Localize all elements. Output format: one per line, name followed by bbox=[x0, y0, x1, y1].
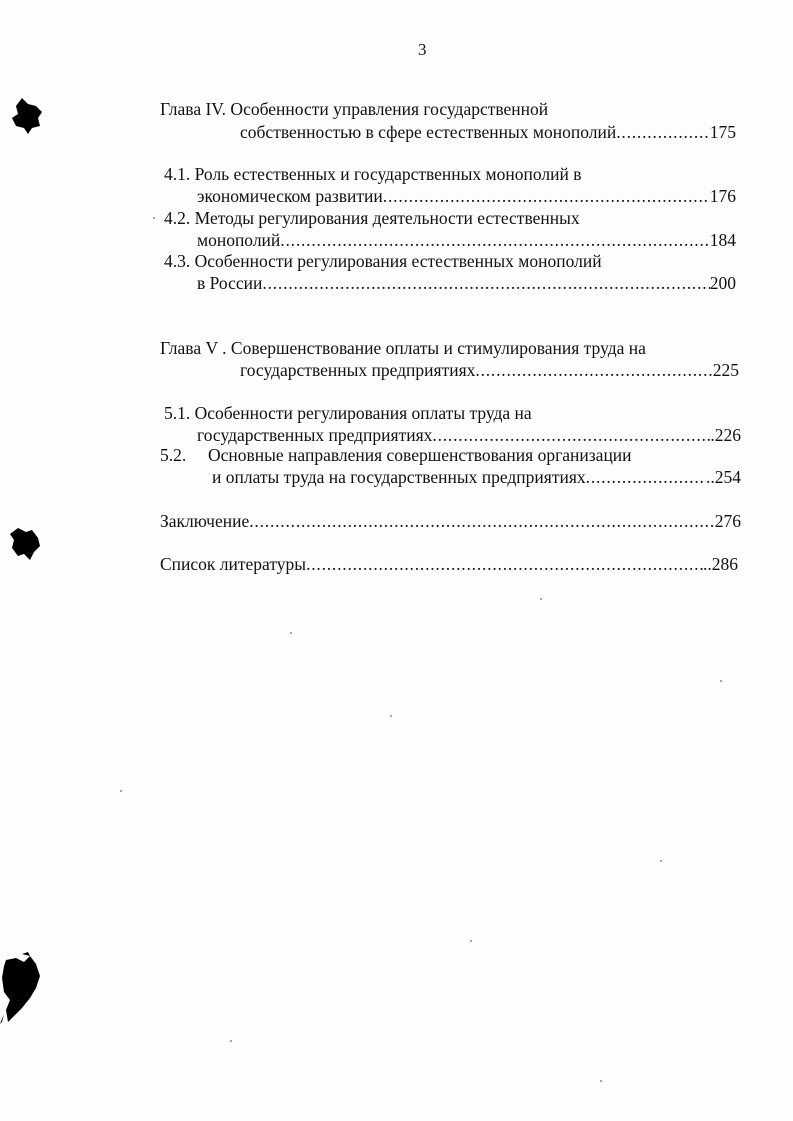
section-5-2-entry bbox=[212, 466, 741, 488]
section-4-1-entry bbox=[197, 185, 736, 207]
dot-leader bbox=[306, 553, 703, 575]
dot-leader bbox=[280, 229, 709, 251]
scan-speck bbox=[153, 217, 155, 219]
chapter-5-subtitle: государственных предприятиях bbox=[240, 360, 476, 380]
dot-leader bbox=[616, 121, 710, 143]
page-number: 3 bbox=[418, 40, 427, 59]
section-4-3-page: 200 bbox=[709, 273, 736, 293]
section-5-2-number: 5.2. bbox=[160, 445, 187, 465]
chapter-5-title: Глава V . Совершенствование оплаты и стимулирования труда на bbox=[160, 338, 646, 358]
chapter-4-title: Глава IV. Особенности управления государственной bbox=[160, 99, 549, 119]
section-4-2-page: 184 bbox=[709, 230, 736, 250]
scan-speck bbox=[540, 598, 542, 600]
section-5-2-subtitle: и оплаты труда на государственных предприятиях bbox=[212, 467, 586, 487]
section-5-1-entry bbox=[197, 424, 741, 446]
conclusion-label: Заключение bbox=[160, 511, 250, 531]
section-4-3-title: 4.3. Особенности регулирования естественных монополий bbox=[164, 251, 602, 271]
chapter-5-entry bbox=[240, 359, 739, 381]
scan-speck bbox=[120, 790, 122, 792]
section-4-1-page: 176 bbox=[709, 186, 736, 206]
references-page: ..286 bbox=[703, 554, 738, 574]
dot-leader bbox=[475, 359, 712, 381]
section-5-1-page: .226 bbox=[710, 425, 741, 445]
section-4-2-subtitle: монополий bbox=[197, 230, 281, 250]
chapter-4-subtitle: собственностью в сфере естественных монополий bbox=[240, 122, 617, 142]
scan-blot-middle bbox=[8, 526, 42, 562]
dot-leader bbox=[586, 466, 706, 488]
references-entry bbox=[160, 553, 738, 575]
scan-speck bbox=[290, 632, 292, 634]
dot-leader bbox=[249, 510, 715, 532]
conclusion-entry bbox=[160, 510, 741, 532]
section-4-1-title: 4.1. Роль естественных и государственных монополий в bbox=[164, 164, 582, 184]
scan-speck bbox=[230, 1040, 232, 1042]
chapter-5-page: 225 bbox=[712, 360, 739, 380]
scan-blot-top bbox=[10, 96, 44, 136]
section-4-3-subtitle: в России bbox=[197, 273, 263, 293]
dot-leader bbox=[432, 424, 710, 446]
section-4-1-subtitle: экономическом развитии bbox=[197, 186, 383, 206]
scan-speck bbox=[600, 1080, 602, 1082]
chapter-4-entry bbox=[240, 121, 736, 143]
conclusion-page: 276 bbox=[714, 511, 741, 531]
scan-blot-bottom bbox=[0, 952, 44, 1026]
chapter-4-page: 175 bbox=[709, 122, 736, 142]
section-5-2-title: Основные направления совершенствования организации bbox=[208, 445, 632, 465]
section-4-3-entry bbox=[197, 272, 736, 294]
scan-speck bbox=[470, 940, 472, 942]
section-5-2-page: ..254 bbox=[706, 467, 741, 487]
dot-leader bbox=[383, 185, 710, 207]
scan-speck bbox=[660, 860, 662, 862]
references-label: Список литературы bbox=[160, 554, 307, 574]
section-5-1-subtitle: государственных предприятиях bbox=[197, 425, 433, 445]
section-4-2-title: 4.2. Методы регулирования деятельности естественных bbox=[164, 208, 580, 228]
scan-speck bbox=[390, 715, 392, 717]
scan-speck bbox=[720, 680, 722, 682]
section-5-1-title: 5.1. Особенности регулирования оплаты труда на bbox=[164, 403, 532, 423]
section-4-2-entry bbox=[197, 229, 736, 251]
dot-leader bbox=[262, 272, 709, 294]
